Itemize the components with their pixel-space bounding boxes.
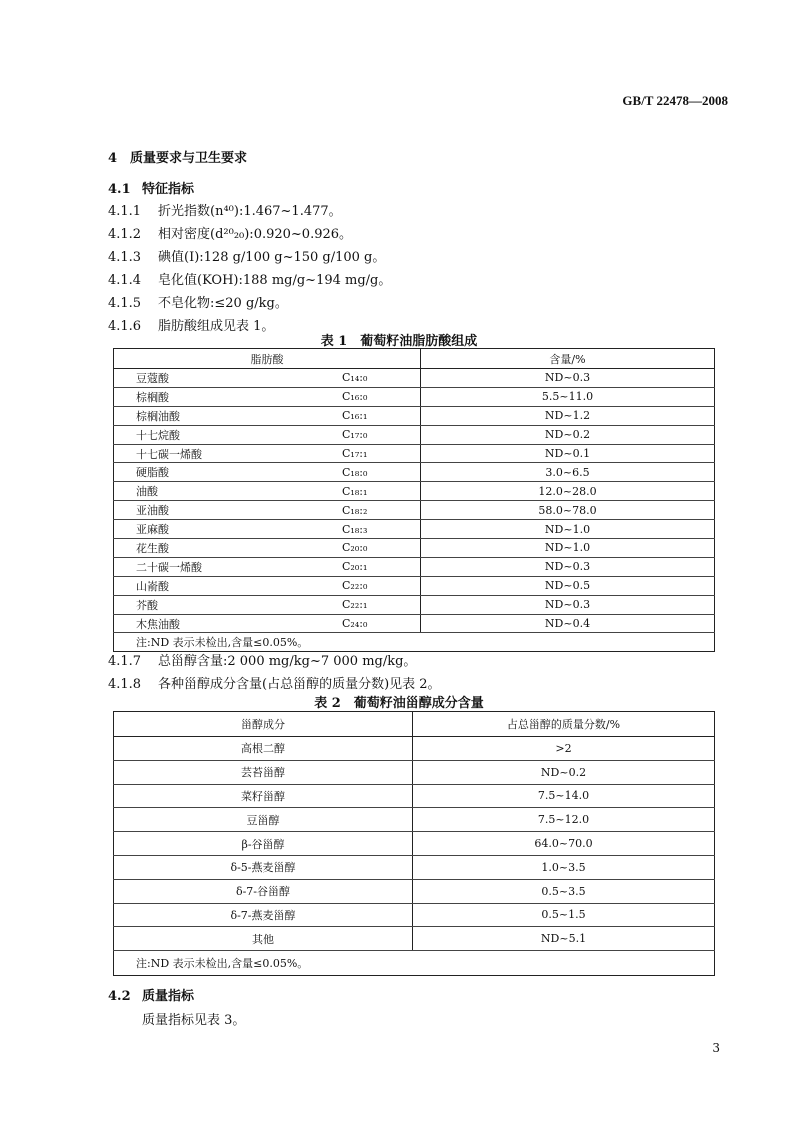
spec-item-number: 4.1.4 [108,273,142,288]
acid-name: 棕榈油酸 [114,406,343,425]
spec-item-text: 总甾醇含量:2 000 mg/kg~7 000 mg/kg。 [158,654,417,669]
acid-name: 棕榈酸 [114,387,343,406]
acid-content: 5.5~11.0 [421,387,715,406]
spec-item-text: 相对密度(d²⁰₂₀):0.920~0.926。 [158,227,353,242]
acid-content: 12.0~28.0 [421,482,715,501]
section-4-2-text: 质量指标见表 3。 [142,1013,246,1028]
acid-name: 芥酸 [114,595,343,614]
table-2-note: 注:ND 表示未检出,含量≤0.05%。 [136,957,309,971]
spec-item [108,200,342,219]
standard-code: GB/T 22478—2008 [622,93,728,108]
table-row [114,501,715,520]
table-row [114,482,715,501]
acid-code: C₁₈:₁ [342,482,421,501]
acid-code: C₂₄:₀ [342,614,421,633]
table-row [114,760,715,784]
spec-item-number: 4.1.5 [108,296,142,311]
sterol-name: 芸苔甾醇 [114,760,413,784]
table-row [114,903,715,927]
fatty-acid-table [113,348,715,652]
acid-name: 二十碳一烯酸 [114,557,343,576]
spec-item-text: 碘值(I):128 g/100 g~150 g/100 g。 [158,250,386,265]
table-2-header-sterol: 甾醇成分 [114,712,413,737]
table-1-header-acid: 脂肪酸 [114,349,421,369]
acid-code: C₁₇:₀ [342,425,421,444]
acid-content: ND~0.3 [421,369,715,388]
table-row [114,832,715,856]
acid-content: ND~1.2 [421,406,715,425]
table-row [114,737,715,761]
acid-code: C₁₈:₂ [342,501,421,520]
spec-item-number: 4.1.3 [108,250,142,265]
acid-code: C₂₀:₁ [342,557,421,576]
table-row [114,425,715,444]
spec-item [108,223,352,242]
spec-item-number: 4.1.6 [108,319,142,334]
sterol-fraction: 7.5~14.0 [413,784,715,808]
acid-name: 十七烷酸 [114,425,343,444]
acid-code: C₁₆:₀ [342,387,421,406]
sterol-name: δ-5-燕麦甾醇 [114,855,413,879]
sterol-name: δ-7-谷甾醇 [114,879,413,903]
table-1-header-content: 含量/% [421,349,715,369]
table-2-header-fraction: 占总甾醇的质量分数/% [413,712,715,737]
acid-code: C₁₇:₁ [342,444,421,463]
section-4-2-heading: 4.2 质量指标 [108,989,195,1004]
spec-item [108,673,441,692]
table-row [114,520,715,539]
sterol-fraction: 0.5~1.5 [413,903,715,927]
section-4-heading: 4 质量要求与卫生要求 [108,151,248,166]
acid-content: ND~0.3 [421,595,715,614]
spec-item-number: 4.1.7 [108,654,142,669]
table-row [114,557,715,576]
table-row [114,369,715,388]
section-4-1-heading: 4.1 特征指标 [108,182,195,197]
sterol-name: 高根二醇 [114,737,413,761]
acid-name: 十七碳一烯酸 [114,444,343,463]
table-row [114,539,715,558]
spec-item [108,292,288,311]
acid-code: C₁₈:₀ [342,463,421,482]
acid-name: 硬脂酸 [114,463,343,482]
table-row [114,406,715,425]
table-row [114,784,715,808]
acid-name: 亚麻酸 [114,520,343,539]
sterol-fraction: ND~0.2 [413,760,715,784]
acid-content: ND~0.3 [421,557,715,576]
sterol-fraction: 0.5~3.5 [413,879,715,903]
sterol-fraction: 64.0~70.0 [413,832,715,856]
spec-item-number: 4.1.1 [108,204,142,219]
acid-name: 油酸 [114,482,343,501]
sterol-name: δ-7-燕麦甾醇 [114,903,413,927]
sterol-fraction: 1.0~3.5 [413,855,715,879]
spec-item-text: 不皂化物:≤20 g/kg。 [158,296,288,311]
table-row [114,595,715,614]
spec-item-number: 4.1.8 [108,677,142,692]
acid-code: C₂₀:₀ [342,539,421,558]
acid-content: 3.0~6.5 [421,463,715,482]
table-row [114,855,715,879]
acid-code: C₂₂:₁ [342,595,421,614]
acid-content: ND~0.5 [421,576,715,595]
acid-content: 58.0~78.0 [421,501,715,520]
acid-content: ND~0.1 [421,444,715,463]
sterol-fraction: >2 [413,737,715,761]
spec-item-number: 4.1.2 [108,227,142,242]
table-row [114,444,715,463]
table-row [114,576,715,595]
acid-code: C₂₂:₀ [342,576,421,595]
table-row [114,808,715,832]
page-number: 3 [712,1041,720,1055]
acid-content: ND~0.4 [421,614,715,633]
sterol-fraction: 7.5~12.0 [413,808,715,832]
table-row [114,387,715,406]
sterol-name: β-谷甾醇 [114,832,413,856]
acid-name: 亚油酸 [114,501,343,520]
table-row [114,463,715,482]
sterol-name: 其他 [114,927,413,951]
sterol-name: 豆甾醇 [114,808,413,832]
acid-name: 木焦油酸 [114,614,343,633]
acid-name: 山嵛酸 [114,576,343,595]
spec-item-text: 各种甾醇成分含量(占总甾醇的质量分数)见表 2。 [158,677,441,692]
sterol-name: 菜籽甾醇 [114,784,413,808]
table-1-caption: 表 1 葡萄籽油脂肪酸组成 [320,334,478,349]
acid-content: ND~0.2 [421,425,715,444]
table-row [114,927,715,951]
table-row [114,614,715,633]
acid-content: ND~1.0 [421,520,715,539]
spec-item [108,269,391,288]
acid-code: C₁₈:₃ [342,520,421,539]
sterol-fraction: ND~5.1 [413,927,715,951]
table-1-note: 注:ND 表示未检出,含量≤0.05%。 [136,636,309,650]
spec-item [108,650,416,669]
acid-name: 花生酸 [114,539,343,558]
sterol-table [113,711,715,976]
acid-content: ND~1.0 [421,539,715,558]
spec-item-text: 皂化值(KOH):188 mg/g~194 mg/g。 [158,273,392,288]
acid-name: 豆蔻酸 [114,369,343,388]
table-row [114,879,715,903]
table-2-caption: 表 2 葡萄籽油甾醇成分含量 [314,696,484,711]
spec-item-text: 折光指数(n⁴⁰):1.467~1.477。 [158,204,342,219]
spec-item-text: 脂肪酸组成见表 1。 [158,319,275,334]
acid-code: C₁₄:₀ [342,369,421,388]
acid-code: C₁₆:₁ [342,406,421,425]
spec-item [108,246,385,265]
